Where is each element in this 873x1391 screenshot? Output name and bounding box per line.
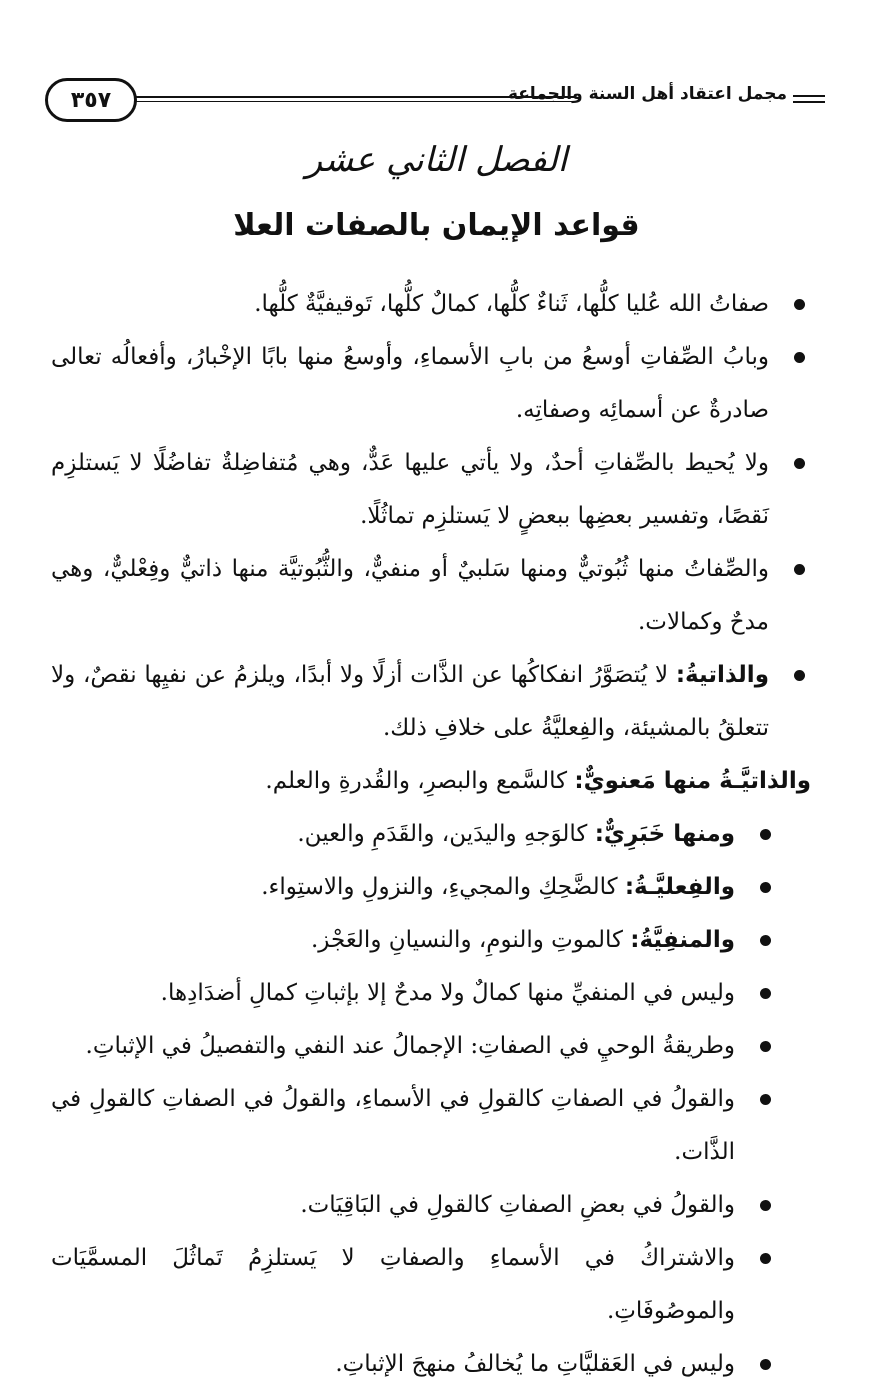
item-text: [51, 914, 735, 967]
item-body: والصِّفاتُ منها ثُبُوتيٌّ ومنها سَلبيٌ أو منفيٌّ، والثُّبُوتيَّة منها ذاتيٌّ وفِعْليٌّ، وهي مدحٌ وكمالات.: [51, 556, 769, 635]
item-text: [51, 437, 769, 543]
item-body: كالضَّحِكِ والمجيءِ، والنزولِ والاستِواء.: [261, 874, 618, 900]
bullet-icon: [760, 1041, 771, 1052]
item-text: [51, 861, 735, 914]
item-text: [51, 1179, 735, 1232]
bullet-icon: [794, 458, 805, 469]
list-item: [51, 1179, 777, 1232]
bullet-icon: [760, 829, 771, 840]
item-text: [51, 1020, 735, 1073]
bullet-icon: [794, 352, 805, 363]
list-item: [51, 1020, 777, 1073]
bullet-icon: [794, 564, 805, 575]
page-body: [51, 278, 811, 1391]
bullet-icon: [760, 882, 771, 893]
item-text: [51, 543, 769, 649]
item-lead: ومنها خَبَرِيٌّ:: [594, 821, 735, 847]
item-body: والقولُ في بعضِ الصفاتِ كالقولِ في البَاقِيَات.: [300, 1192, 735, 1218]
item-body: لا يُتصَوَّرُ انفكاكُها عن الذَّات أزلًا ولا أبدًا، ويلزمُ عن نفيِها نقصٌ، ولا تتعلقُ بالمشيئة، والفِعليَّةُ على خلافِ ذلك.: [51, 662, 769, 741]
list-item: [51, 914, 777, 967]
item-body: صفاتُ الله عُليا كلُّها، ثَناءٌ كلُّها، كمالٌ كلُّها، تَوقيفيَّةٌ كلُّها.: [254, 291, 769, 317]
list-item: [51, 543, 811, 649]
bullet-icon: [760, 1094, 771, 1105]
item-body: وبابُ الصِّفاتِ أوسعُ من بابِ الأسماءِ، وأوسعُ منها بابًا الإخْبارُ، وأفعالُه تعالى صادرةٌ عن أسمائِه وصفاتِه.: [51, 344, 769, 423]
item-body: وطريقةُ الوحيِ في الصفاتِ: الإجمالُ عند النفي والتفصيلُ في الإثباتِ.: [85, 1033, 735, 1059]
paragraph: [51, 755, 811, 808]
page-header: [45, 78, 825, 128]
item-text: [51, 967, 735, 1020]
bullet-icon: [794, 670, 805, 681]
item-lead: والذاتيةُ:: [675, 662, 769, 688]
item-text: [51, 649, 769, 755]
item-body: ولا يُحيط بالصِّفاتِ أحدٌ، ولا يأتي عليها عَدٌّ، وهي مُتفاضِلةٌ تفاضُلًا لا يَستلزِم نَقصًا، وتفسير بعضِها ببعضٍ لا يَستلزِم تماثُلًا.: [51, 450, 769, 529]
list-item: [51, 331, 811, 437]
item-body: وليس في العَقليَّاتِ ما يُخالفُ منهجَ الإثباتِ.: [335, 1351, 735, 1377]
list-item: [51, 1232, 777, 1338]
header-short-rule: [793, 95, 825, 97]
item-body: وليس في المنفيِّ منها كمالٌ ولا مدحٌ إلا بإثباتِ كمالِ أضدَادِها.: [160, 980, 735, 1006]
list-item: [51, 1338, 777, 1391]
list-item: [51, 437, 811, 543]
bullet-icon: [794, 299, 805, 310]
page-number-badge: ٣٥٧: [45, 78, 137, 122]
bullet-icon: [760, 1359, 771, 1370]
bullet-icon: [760, 1200, 771, 1211]
item-text: [51, 331, 769, 437]
item-lead: والفِعليَّـةُ:: [624, 874, 735, 900]
header-short-rule-2: [793, 101, 825, 103]
item-text: [51, 808, 735, 861]
list-item: [51, 808, 777, 861]
running-title: مجمل اعتقاد أهل السنة والجماعة: [507, 84, 787, 104]
bullet-icon: [760, 1253, 771, 1264]
list-item: [51, 278, 811, 331]
paragraph-body: كالسَّمع والبصرِ، والقُدرةِ والعلم.: [265, 768, 568, 794]
item-body: كالوَجهِ واليدَين، والقَدَمِ والعين.: [297, 821, 588, 847]
paragraph-lead: والذاتيَّـةُ منها مَعنويٌّ:: [574, 768, 811, 794]
list-item: [51, 1073, 777, 1179]
bullet-icon: [760, 988, 771, 999]
item-body: والقولُ في الصفاتِ كالقولِ في الأسماءِ، والقولُ في الصفاتِ كالقولِ في الذَّات.: [51, 1086, 735, 1165]
section-heading: قواعد الإيمان بالصفات العلا: [233, 208, 640, 243]
chapter-heading: الفصل الثاني عشر: [305, 140, 568, 180]
item-text: [51, 1338, 735, 1391]
list-item: [51, 861, 777, 914]
list-item: [51, 649, 811, 755]
item-lead: والمنفِيَّةُ:: [630, 927, 735, 953]
item-body: والاشتراكُ في الأسماءِ والصفاتِ لا يَستلزِمُ تَماثُلَ المسمَّيَات والموصُوفَاتِ.: [51, 1245, 735, 1324]
bullet-icon: [760, 935, 771, 946]
item-text: [51, 278, 769, 331]
item-body: كالموتِ والنومِ، والنسيانِ والعَجْز.: [310, 927, 623, 953]
item-text: [51, 1232, 735, 1338]
item-text: [51, 1073, 735, 1179]
list-item: [51, 967, 777, 1020]
